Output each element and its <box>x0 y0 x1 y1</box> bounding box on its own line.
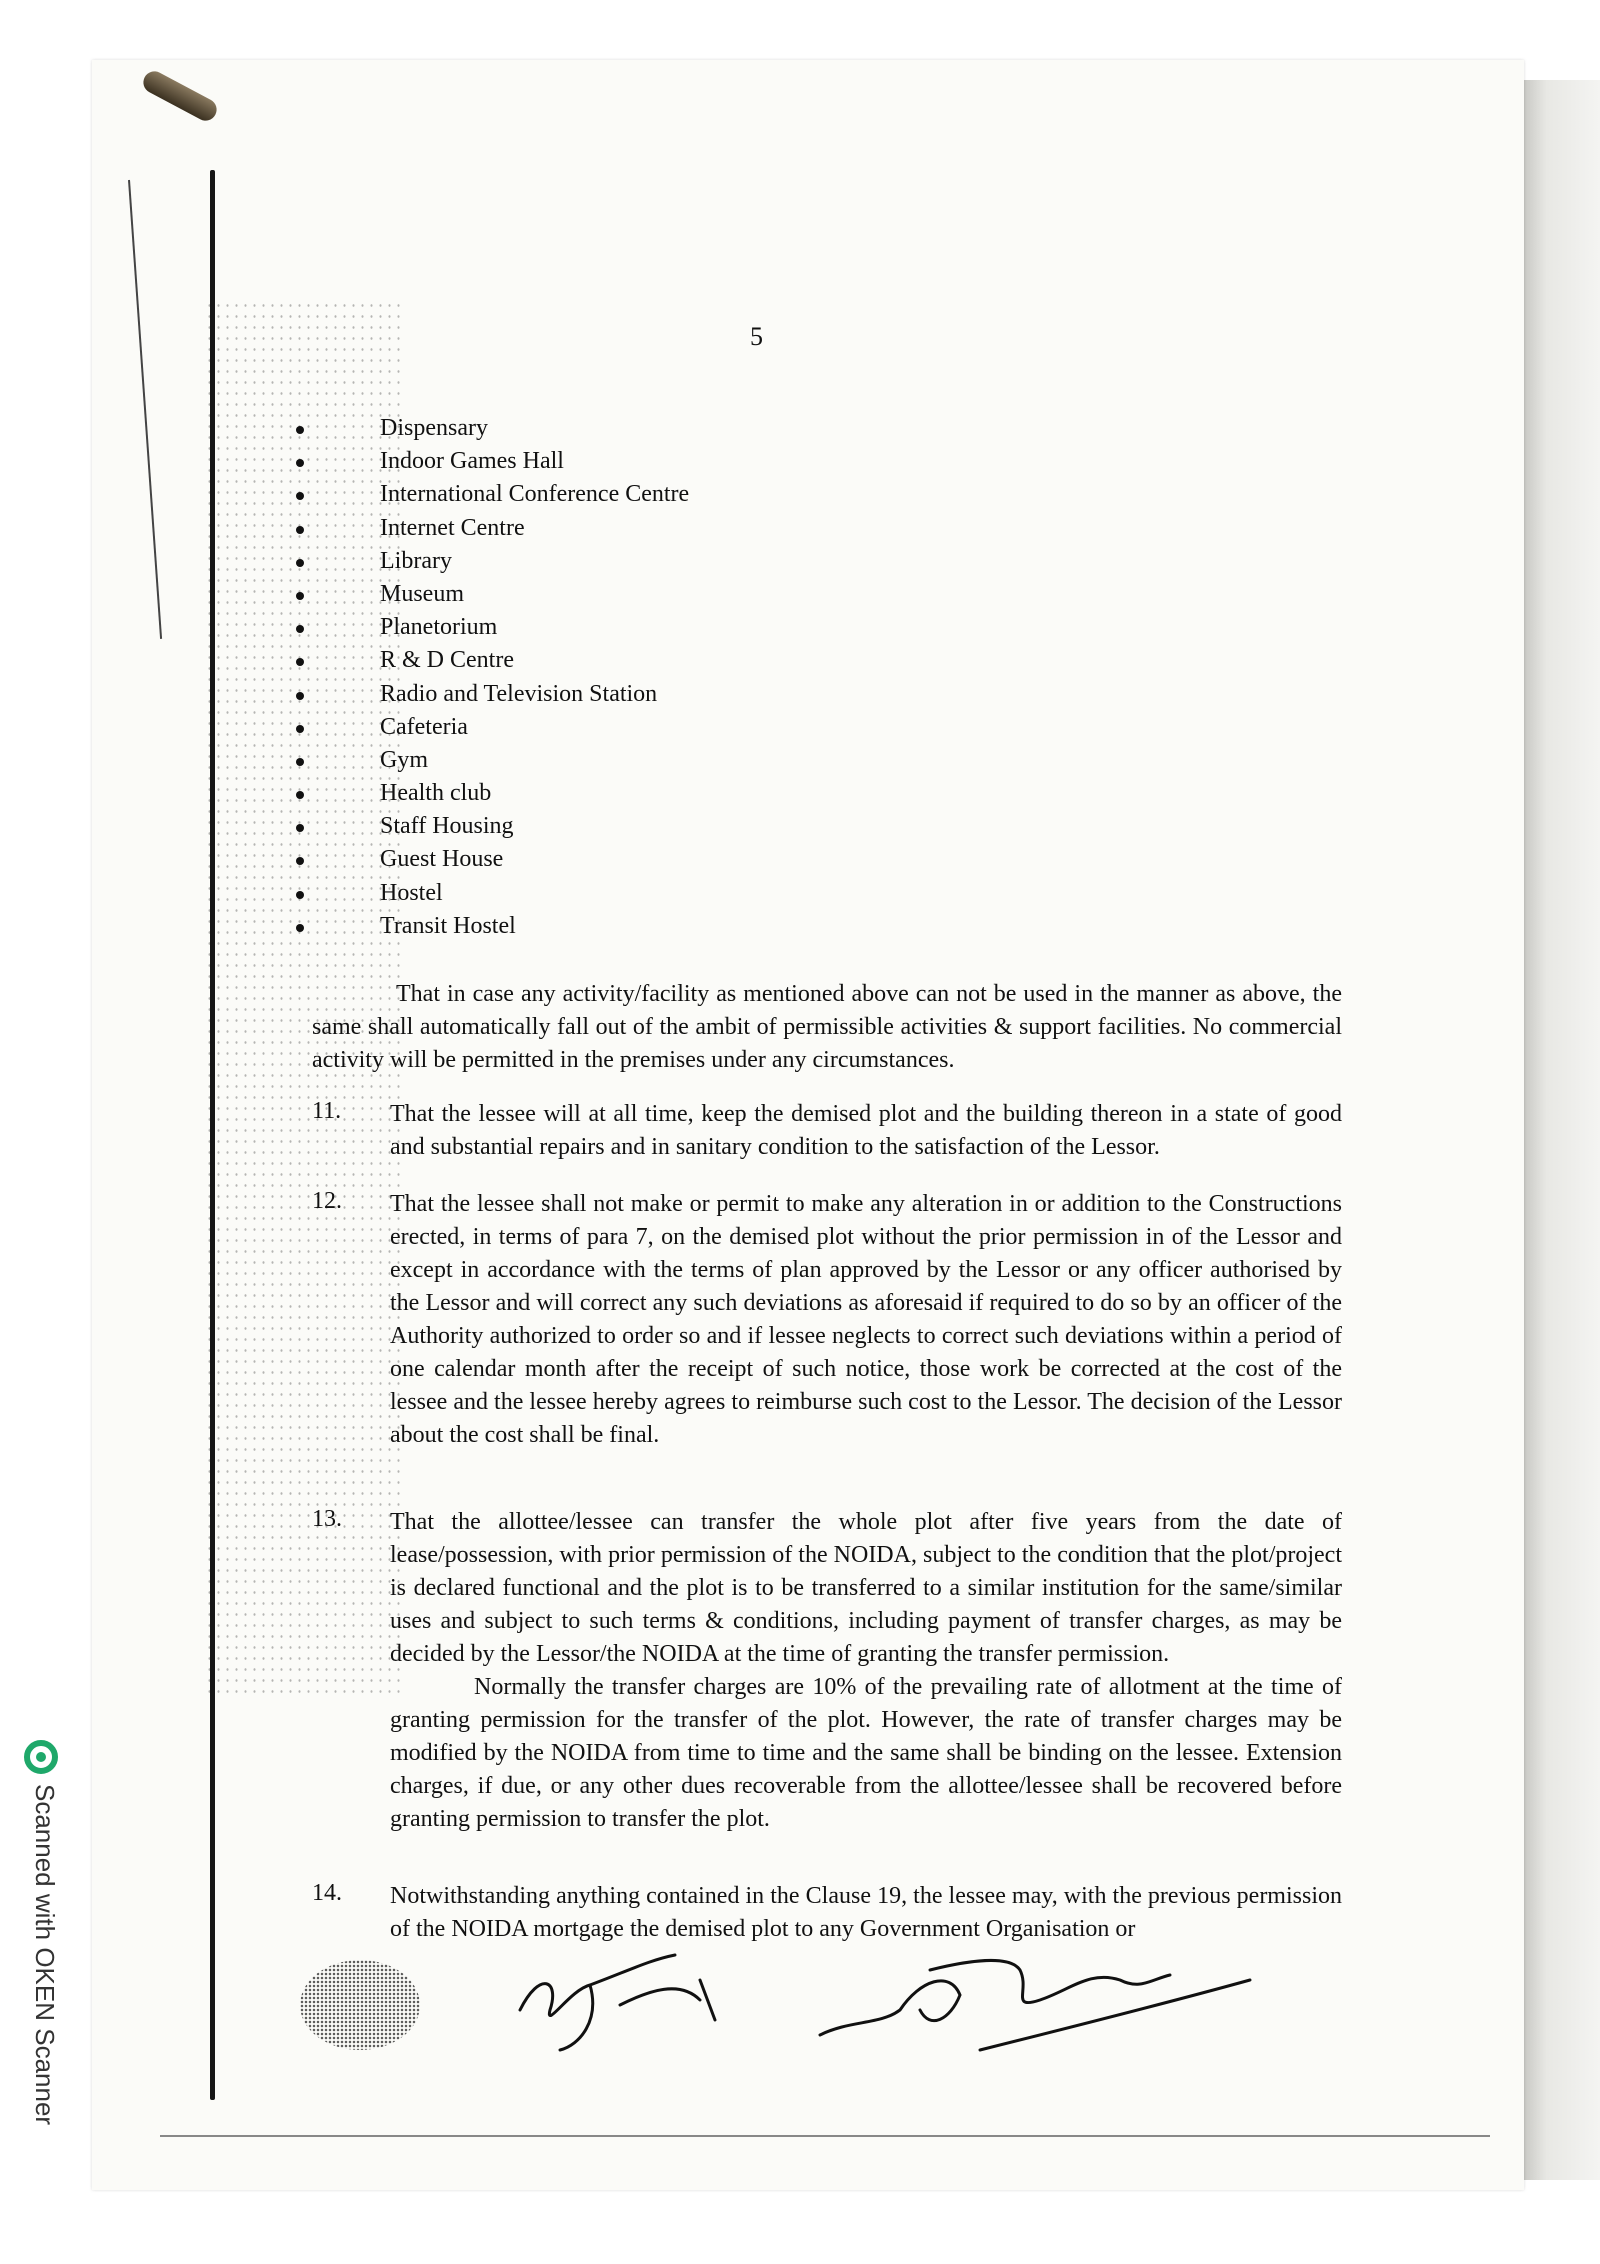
list-item: Dispensary <box>296 412 689 445</box>
ink-smudge <box>300 1960 420 2050</box>
facility-list <box>296 412 689 943</box>
list-item: Radio and Television Station <box>296 678 689 711</box>
page-edge-shadow <box>1524 80 1600 2180</box>
bullet-icon <box>296 725 304 733</box>
list-item: Gym <box>296 744 689 777</box>
clause-text: That the lessee will at all time, keep the demised plot and the building thereon in a state of good and substantial repairs and in sanitary condition to the satisfaction of the Lessor. <box>390 1101 1342 1160</box>
clause-number: 14. <box>312 1880 342 1906</box>
bullet-icon <box>296 492 304 500</box>
list-item: Transit Hostel <box>296 910 689 943</box>
list-item: Library <box>296 545 689 578</box>
scanner-logo-icon <box>24 1740 58 1774</box>
bullet-icon <box>296 526 304 534</box>
clause-text: That the lessee shall not make or permit to make any alteration in or addition to the Constructions erected, in terms of para 7, on the demised plot without the prior permission in of the Lessor and except in accordance with the terms of plan approved by the Lessor or any officer authorised by the Lessor and will correct any such deviations as aforesaid if required to do so by an officer of the Authority authorized to order so and if lessee neglects to correct such deviations within a period of one calendar month after the receipt of such notice, those work be corrected at the cost of the lessee and the lessee hereby agrees to reimburse such cost to the Lessor. The decision of the Lessor about the cost shall be final. <box>390 1191 1342 1448</box>
bullet-icon <box>296 824 304 832</box>
bullet-icon <box>296 559 304 567</box>
intro-paragraph: That in case any activity/facility as mentioned above can not be used in the manner as above, the same shall automatically fall out of the ambit of permissible activities & support facilities. No commercial activity will be permitted in the premises under any circumstances. <box>312 981 1342 1073</box>
bullet-icon <box>296 592 304 600</box>
scanner-watermark-text: Scanned with OKEN Scanner <box>30 1784 60 2126</box>
list-item: International Conference Centre <box>296 478 689 511</box>
bullet-icon <box>296 692 304 700</box>
clause-number: 12. <box>312 1188 342 1214</box>
list-item: Health club <box>296 777 689 810</box>
clause-text: That the allottee/lessee can transfer the whole plot after five years from the date of lease/possession, with prior permission of the NOIDA, subject to the condition that the plot/project is declared functional and the plot is to be transferred to a similar institution for the same/similar uses and subject to such terms & conditions, including payment of transfer charges, as may be decided by the Lessor/the NOIDA at the time of granting the transfer permission. Normally the transfer charges are 10% of the prevailing rate of allotment at the time of granting permission for the transfer of the plot. However, the rate of transfer charges may be modified by the NOIDA from time to time and the same shall be binding on the lessee. Extension charges, if due, or any other dues recoverable from the allottee/lessee shall be recovered before granting permission to transfer the plot. <box>390 1509 1342 1832</box>
bullet-icon <box>296 758 304 766</box>
scanner-watermark <box>22 1740 62 2240</box>
bullet-icon <box>296 426 304 434</box>
signature-left <box>500 1950 780 2060</box>
list-item: R & D Centre <box>296 644 689 677</box>
clause-number: 11. <box>312 1098 342 1124</box>
bullet-icon <box>296 625 304 633</box>
bottom-rule <box>160 2135 1490 2137</box>
bullet-icon <box>296 658 304 666</box>
bullet-icon <box>296 891 304 899</box>
bullet-icon <box>296 857 304 865</box>
binding-line <box>210 170 215 2100</box>
list-item: Staff Housing <box>296 810 689 843</box>
list-item: Museum <box>296 578 689 611</box>
list-item: Internet Centre <box>296 512 689 545</box>
clause-number: 13. <box>312 1506 342 1532</box>
page-number: 5 <box>750 322 763 351</box>
bullet-icon <box>296 791 304 799</box>
list-item: Guest House <box>296 843 689 876</box>
list-item: Hostel <box>296 877 689 910</box>
bullet-icon <box>296 459 304 467</box>
bullet-icon <box>296 924 304 932</box>
signature-right <box>810 1950 1270 2060</box>
list-item: Planetorium <box>296 611 689 644</box>
list-item: Cafeteria <box>296 711 689 744</box>
clause-text: Notwithstanding anything contained in the Clause 19, the lessee may, with the previous permission of the NOIDA mortgage the demised plot to any Government Organisation or <box>390 1883 1342 1942</box>
list-item: Indoor Games Hall <box>296 445 689 478</box>
